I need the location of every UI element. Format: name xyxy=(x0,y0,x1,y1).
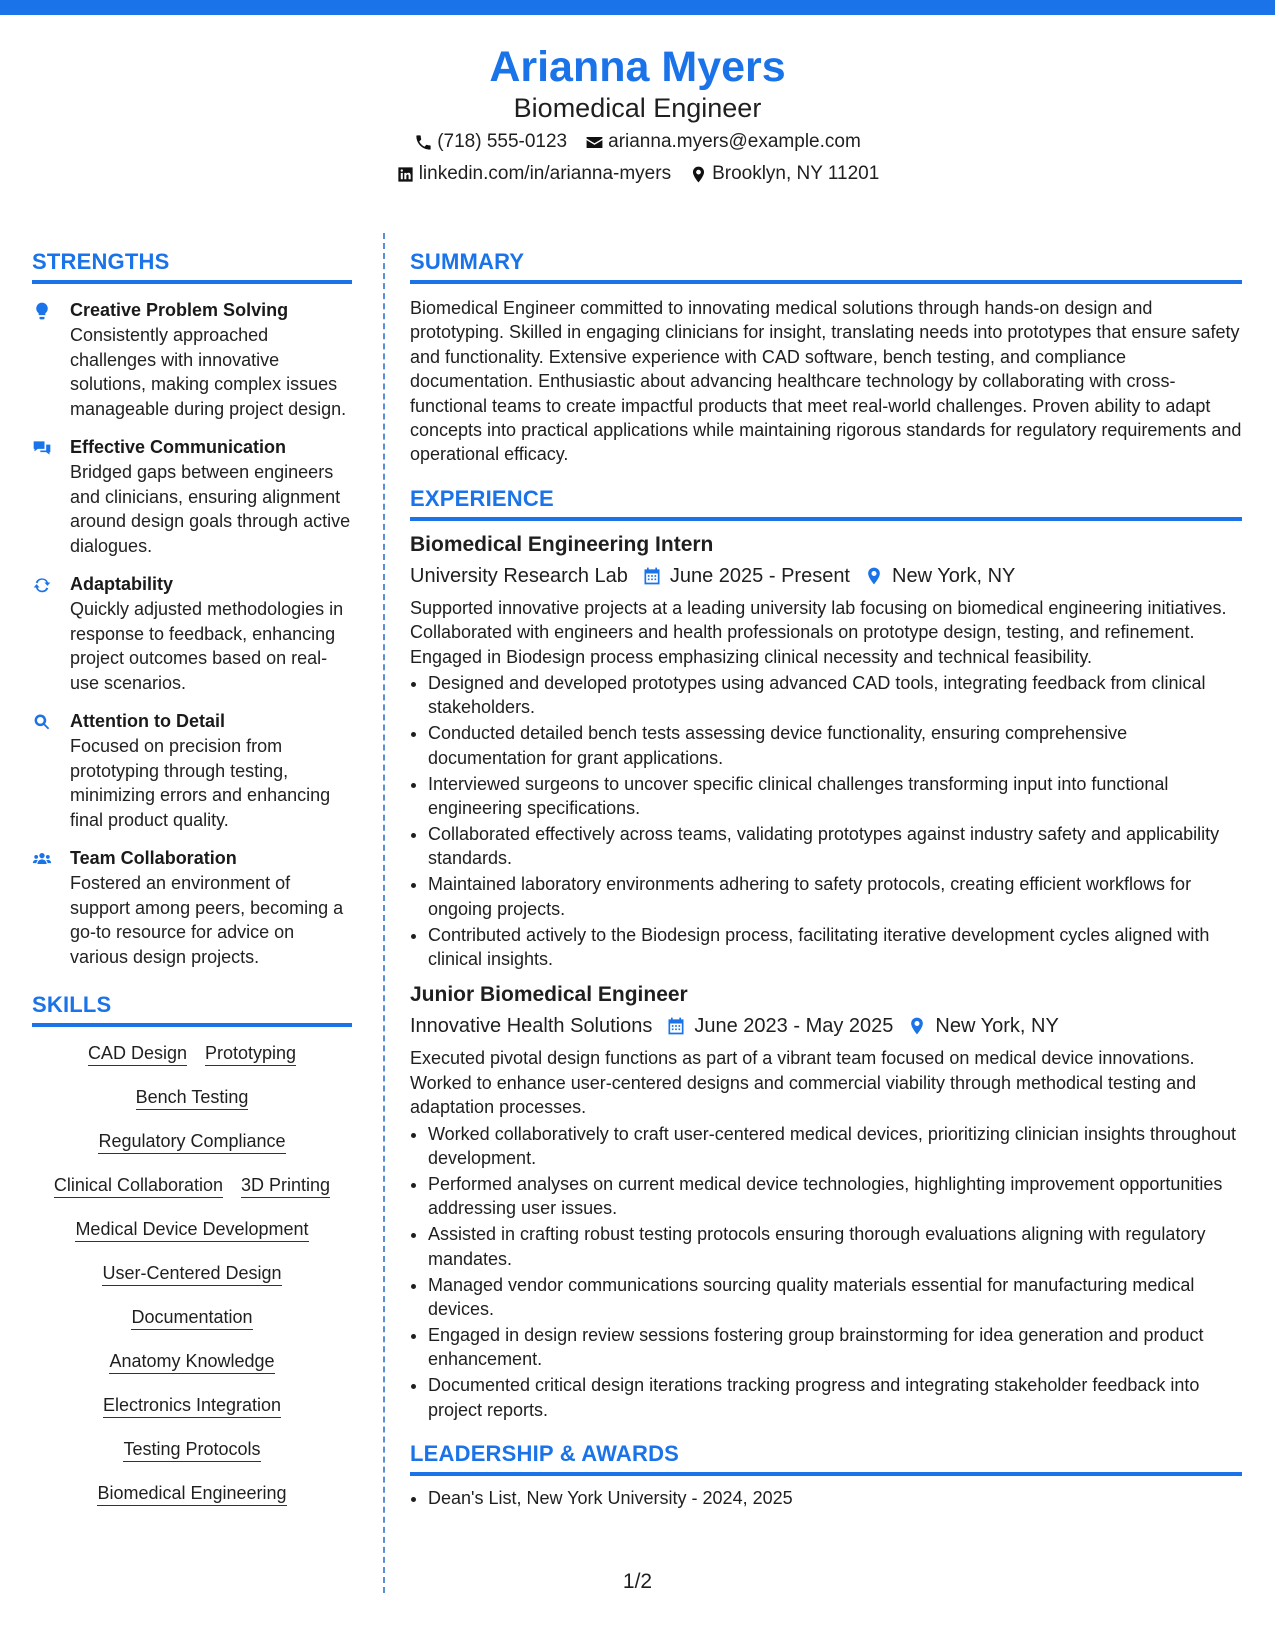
contact-row-2 xyxy=(0,162,1275,186)
contact-phone xyxy=(414,130,567,154)
summary-text: Biomedical Engineer committed to innovating medical solutions through hands-on design and prototyping. Skilled in engaging clinicians for insight, translating needs into prototypes that ensure safety and functionality. Extensive experience with CAD software, bench testing, and compliance documentation. Enthusiastic about advancing healthcare technology by collaborating with cross-functional teams to create impactful products that meet real-world challenges. Proven ability to adapt concepts into practical applications while maintaining rigorous standards for regulatory requirements and operational efficacy. xyxy=(410,298,1242,465)
contact-row-1 xyxy=(0,130,1275,154)
top-accent-bar xyxy=(0,0,1275,15)
job-description: Supported innovative projects at a leading university lab focusing on biomedical engineering initiatives. Collaborated with engineers and health professionals on prototype design, testing, and refinement. Engaged in Biodesign process emphasizing clinical necessity and technical feasibility. xyxy=(410,597,1227,667)
phone-text: (718) 555-0123 xyxy=(437,131,568,152)
job-dates: June 2023 - May 2025 xyxy=(694,1015,894,1038)
strength-desc: Consistently approached challenges with innovative solutions, making complex issues manageable during project design. xyxy=(70,325,347,419)
strengths-heading: STRENGTHS xyxy=(32,248,352,284)
envelope-icon xyxy=(585,133,604,152)
phone-icon xyxy=(414,133,433,152)
job-bullet: • Conducted detailed bench tests assessing device functionality, ensuring comprehensive documentation for grant applications. xyxy=(428,721,1242,770)
job-title: Junior Biomedical Engineer xyxy=(410,983,688,1007)
strength-title: Effective Communication xyxy=(70,437,287,457)
users-icon xyxy=(32,849,52,869)
contact-location xyxy=(689,162,879,186)
skill-tag: User-Centered Design xyxy=(102,1261,281,1286)
strength-item xyxy=(32,435,352,558)
job-bullet: • Performed analyses on current medical device technologies, highlighting improvement opportunities addressing user issues. xyxy=(428,1172,1242,1221)
experience-heading: EXPERIENCE xyxy=(410,485,1242,521)
job-company: University Research Lab xyxy=(410,564,628,587)
comments-icon xyxy=(32,438,52,458)
map-pin-icon xyxy=(864,566,884,586)
right-column xyxy=(410,248,1242,1512)
strength-title: Team Collaboration xyxy=(70,848,237,868)
job-meta xyxy=(410,562,1242,590)
award-item: • Dean's List, New York University - 2024, 2025 xyxy=(428,1486,1242,1510)
lightbulb-icon xyxy=(32,301,52,321)
skill-tag: Prototyping xyxy=(205,1041,296,1066)
skill-tag: 3D Printing xyxy=(241,1173,330,1198)
strength-desc: Fostered an environment of support among peers, becoming a go-to resource for advice on various design projects. xyxy=(70,873,344,967)
skill-tag: Clinical Collaboration xyxy=(54,1173,223,1198)
job-location: New York, NY xyxy=(935,1015,1059,1038)
job-dates: June 2025 - Present xyxy=(669,564,850,587)
linkedin-text[interactable]: linkedin.com/in/arianna-myers xyxy=(418,163,672,184)
leadership-list xyxy=(410,1486,1242,1510)
map-pin-icon xyxy=(907,1016,927,1036)
location-text: Brooklyn, NY 11201 xyxy=(712,163,880,184)
job-bullet: • Maintained laboratory environments adhering to safety protocols, creating efficient workflows for ongoing projects. xyxy=(428,872,1242,921)
job-company: Innovative Health Solutions xyxy=(410,1015,653,1038)
job-bullet: • Collaborated effectively across teams, validating prototypes against industry safety and applicability standards. xyxy=(428,822,1242,871)
skill-tag: Biomedical Engineering xyxy=(97,1481,286,1506)
job-bullet: • Designed and developed prototypes using advanced CAD tools, integrating feedback from clinical stakeholders. xyxy=(428,671,1242,720)
search-icon xyxy=(32,712,52,732)
skill-tag: Documentation xyxy=(131,1305,252,1330)
leadership-heading: LEADERSHIP & AWARDS xyxy=(410,1440,1242,1476)
skill-tag: CAD Design xyxy=(88,1041,187,1066)
job-entry xyxy=(410,531,1242,972)
strength-title: Creative Problem Solving xyxy=(70,300,289,320)
skills-list xyxy=(32,1041,352,1506)
candidate-title: Biomedical Engineer xyxy=(513,93,762,123)
job-bullet: • Documented critical design iterations tracking progress and integrating stakeholder feedback into project reports. xyxy=(428,1373,1242,1422)
strength-desc: Bridged gaps between engineers and clinicians, ensuring alignment around design goals through active dialogues. xyxy=(70,462,351,556)
page-number: 1/2 xyxy=(622,1570,653,1593)
calendar-icon xyxy=(666,1016,686,1036)
contact-email[interactable] xyxy=(585,130,861,154)
candidate-name: Arianna Myers xyxy=(489,43,786,91)
strength-desc: Quickly adjusted methodologies in response to feedback, enhancing project outcomes based on real-use scenarios. xyxy=(70,599,344,693)
column-divider xyxy=(383,233,385,1593)
job-bullet: • Contributed actively to the Biodesign process, facilitating iterative development cycles aligned with clinical insights. xyxy=(428,923,1242,972)
skill-tag: Anatomy Knowledge xyxy=(109,1349,274,1374)
job-bullets xyxy=(410,1122,1242,1422)
job-bullets xyxy=(410,671,1242,971)
skill-tag: Electronics Integration xyxy=(103,1393,281,1418)
strength-item xyxy=(32,298,352,421)
calendar-icon xyxy=(642,566,662,586)
skill-tag: Testing Protocols xyxy=(123,1437,260,1462)
job-bullet: • Worked collaboratively to craft user-centered medical devices, prioritizing clinician insights throughout development. xyxy=(428,1122,1242,1171)
strength-title: Attention to Detail xyxy=(70,711,225,731)
job-meta xyxy=(410,1012,1242,1040)
job-bullet: • Engaged in design review sessions fostering group brainstorming for idea generation and product enhancement. xyxy=(428,1323,1242,1372)
strength-item xyxy=(32,846,352,969)
job-bullet: • Interviewed surgeons to uncover specific clinical challenges transforming input into functional engineering specifications. xyxy=(428,772,1242,821)
linkedin-icon xyxy=(396,165,415,184)
job-entry xyxy=(410,981,1242,1422)
strength-desc: Focused on precision from prototyping through testing, minimizing errors and enhancing final product quality. xyxy=(70,736,331,830)
sync-icon xyxy=(32,575,52,595)
strength-item xyxy=(32,572,352,695)
job-title: Biomedical Engineering Intern xyxy=(410,532,714,556)
skills-heading: SKILLS xyxy=(32,991,352,1027)
resume-header xyxy=(0,42,1275,186)
contact-linkedin[interactable] xyxy=(396,162,671,186)
skill-tag: Bench Testing xyxy=(136,1085,249,1110)
job-bullet: • Assisted in crafting robust testing protocols ensuring thorough evaluations aligning with regulatory mandates. xyxy=(428,1222,1242,1271)
strength-title: Adaptability xyxy=(70,574,174,594)
job-location: New York, NY xyxy=(892,564,1016,587)
email-text[interactable]: arianna.myers@example.com xyxy=(608,131,861,152)
skill-tag: Regulatory Compliance xyxy=(98,1129,285,1154)
skill-tag: Medical Device Development xyxy=(75,1217,308,1242)
summary-heading: SUMMARY xyxy=(410,248,1242,284)
left-column xyxy=(32,248,352,1525)
job-bullet: • Managed vendor communications sourcing quality materials essential for manufacturing medical devices. xyxy=(428,1273,1242,1322)
strength-item xyxy=(32,709,352,832)
job-description: Executed pivotal design functions as part of a vibrant team focused on medical device innovations. Worked to enhance user-centered designs and commercial viability through methodical testing and adaptation processes. xyxy=(410,1048,1197,1118)
map-pin-icon xyxy=(689,165,708,184)
